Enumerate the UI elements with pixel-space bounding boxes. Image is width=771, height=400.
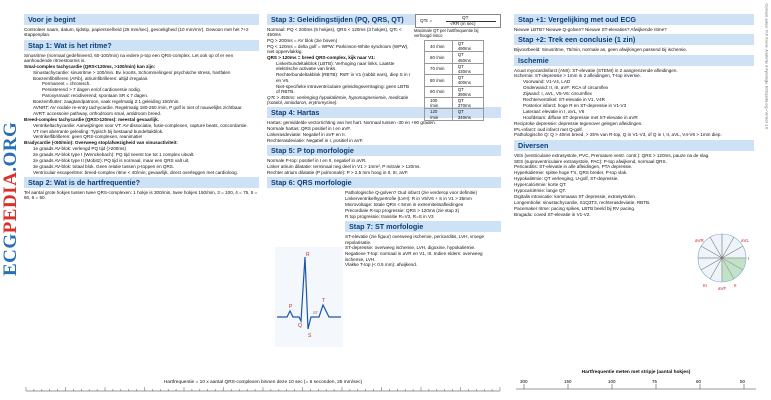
qt-table-title: Maximale QT per hartfrequentie bij verhoogd risico: [414, 28, 479, 38]
stap1-line: Breed-complex tachycardie (QRS>120ms): meestal gevaarlijk.: [24, 116, 159, 122]
table-cell: 100 /min: [425, 98, 453, 109]
diversen-line: Hypocalciëmie: lange QT.: [514, 188, 567, 194]
text-voor-je-begint: Controleer naam, datum, tijdstip, papiersnelheid (25 mm/sec), gevoeligheid (10 mm/mV). Gewoon met het 7+2 stappenplan.: [24, 27, 249, 38]
footer-text: Hartfrequentie = 10 x aantal QRS-complexen binnen deze 10 sec (= 6 seconden, 25 mm/sec): [163, 380, 363, 385]
stap6-list: [267, 190, 501, 219]
table-cell: QT 370ms: [452, 98, 483, 109]
strip-tick-label: 75: [652, 379, 658, 384]
stap3-line: QRS > 120ms = breed QRS-complex, kijk naar V1:: [267, 55, 376, 61]
stap1-list: [24, 53, 259, 176]
ischemie-line: Posterior infarct: hoge R en ST-depressie in V1-V3: [523, 102, 627, 108]
ischemie-line: Reciproke depressie: depressie tegenover gelegen afleidingen.: [514, 120, 643, 126]
stap6-line: Precordiale R-top progressie: QRS > 120ms (zie stap 3): [345, 208, 459, 214]
stap3-line: Rechterbundeltakblok (RBTB): RsR' in V1 (rabbit ears), diep S in I en V6.: [276, 72, 411, 83]
table-cell: 120 /min: [425, 109, 453, 120]
diversen-line: Pericarditis: ST-elevatie in alle afleidingen, PTA depressie.: [514, 164, 633, 170]
ischemie-line: Zijwand: I, aVL, V5-V6: circumflex: [523, 91, 592, 97]
stap5-line: Linker atrium dilatatie: terminaal neg deel in V1 > 1mm², P mitrale > 120ms.: [267, 164, 421, 170]
stap1-line: Smal-complex tachycardie (QRS<120ms, >100/min) kan zijn:: [24, 63, 156, 69]
table-cell: QT 490ms: [452, 41, 483, 52]
ischemie-line: Hoofdstam: diffuse ST depressie met ST-elevatie in aVR: [523, 114, 638, 120]
diversen-line: Digitalis intoxicatie: kommaaan ST depressie, extrasystolen.: [514, 193, 637, 199]
heading-stap-2: Stap 2: Wat is de hartfrequentie?: [24, 177, 259, 188]
diversen-line: Hyperkaliëmie: spitse hoge T's, QRS breder, P-top vlak.: [514, 170, 628, 176]
strip-tick-label: 150: [564, 379, 572, 384]
hartas-label-iii: III: [703, 283, 707, 288]
diversen-line: SES (supraventriculaire extrasystole, PAC): P-top afwijkend, normaal QRS.: [514, 158, 667, 164]
strip-tick-label: 50: [740, 379, 746, 384]
footer-ruler: [24, 380, 502, 400]
table-cell: 40 /min: [425, 41, 453, 52]
ecg-label-r: R: [306, 252, 310, 258]
text-stap-plus-1: Nieuwe LBTB? Nieuwe Q-golven? Nieuwe ST-elevaties? Afwijkende ritme?: [514, 27, 667, 32]
stap1-line: 2e graads AV-blok type I (Wenckebach): PQ tijd neemt toe tot 1 complex uitvalt.: [33, 152, 195, 158]
hartas-label-avf: aVF: [718, 286, 727, 291]
stap1-line: Ventrikeltachycardie: Aanwijzingen voor VT: AV-dissociatie, fusie-complexen, capture beats, concordantie.: [33, 122, 248, 128]
qt-table-box: [414, 28, 484, 123]
diversen-line: Hypokaliëmie: QT verlenging, U-golf, ST-depressie.: [514, 176, 619, 182]
ecg-label-p: P: [289, 304, 293, 310]
table-row: [425, 109, 484, 120]
table-row: [425, 63, 484, 74]
hartas-figure: [689, 225, 755, 291]
table-cell: QT 400ms: [452, 75, 483, 86]
table-cell: 70 /min: [425, 63, 453, 74]
stap3-line: Niet-specifieke intraventriculaire geleidingsvertraging: geen LBTB of RBTB.: [276, 83, 410, 94]
ischemie-line: Lateraal: elevatie in I, aVL, V6: [523, 108, 585, 114]
ecg-complex-svg: [275, 247, 343, 347]
qtc-denominator: √RR (in sec): [450, 21, 476, 26]
qt-table: [424, 40, 484, 121]
column-3: [514, 12, 754, 384]
stap3-line: QTc > 450ms: verlenging hypokaliëmie, hypomagnesiemie, medicatie (sotalol, amiodaron, erytromycine).: [267, 94, 409, 106]
ecg-background: [275, 247, 343, 347]
heading-stap-plus-2: Stap +2: Trek een conclusie (1 zin): [514, 34, 754, 45]
stap7-line: ST-elevatie (zie figuur) overweeg ischemie, pericarditis, LVH, vroege repolarisatie.: [345, 234, 485, 245]
hartas-label-ii: II: [734, 283, 737, 288]
stap7-line: Vlakke T-top (< 0.5 mm): afwijkend.: [345, 262, 418, 268]
table-row: [425, 52, 484, 63]
footer-ruler-svg: [24, 387, 502, 399]
stap1-line: 3e graads AV-blok: totaal blok. Geen relatie tussen p-toppen en QRS.: [33, 163, 175, 169]
strip-tick-label: 300: [520, 379, 528, 384]
stap1-line: Ventrikelfibrilleren: geen QRS-complexen, reanimatie!: [33, 134, 143, 140]
stap3-list: [267, 27, 412, 105]
ischemie-line: Voorwand: V1-V4, LAD: [523, 79, 571, 85]
hartas-svg: [689, 225, 755, 291]
hartas-label-i: I: [748, 256, 750, 261]
stap1-line: Ventriculair escaperitme: breed-complex ritme < 40/min; gevaarlijk, direct overleggen met cardioloog.: [33, 169, 238, 175]
hartas-label-avr: aVR: [695, 238, 704, 243]
stap3-line: Linkerbundeltakblok (LBTB): Verhoging naar links. Laatste elektrische activatie van links.: [276, 61, 395, 72]
footer-strip-text: Hartfrequentie meten met stripje (aantal hokjes): [581, 370, 691, 375]
hartas-label-avl: aVL: [741, 238, 750, 243]
ecg-label-q: Q: [298, 323, 302, 329]
table-cell: QT 430ms: [452, 63, 483, 74]
stap1-line: Boezemflutter: zaagtandpatroon, vaak regelmatig 2:1 geleiding 150/min.: [33, 99, 180, 105]
stap4-line: Rechterasdeviatie: Negatief in I, positief in aVF.: [267, 137, 364, 143]
qtc-numerator: QT: [462, 15, 469, 20]
stap7-line: ST-depressie: overweeg ischemie, LVH, digoxine, hypokaliëmie.: [345, 245, 476, 251]
stap1-line: 2e graads AV-blok type II (Mobitz): PQ tijd is normaal, maar een QRS valt uit.: [33, 158, 190, 164]
ischemie-line: Rechterventrikel: ST-elevatie in V1, V4R: [523, 97, 605, 103]
ecgpedia-logo-text: [0, 100, 20, 276]
ecg-label-s: S: [308, 333, 312, 339]
qtc-formula: [415, 14, 501, 28]
table-row: [425, 98, 484, 109]
qtc-lhs: QTc =: [420, 18, 433, 23]
stap6-line: Microvoltage: totale QRS < 5mm in extremiteitsafleidingen: [345, 202, 464, 208]
stap1-line: Persisterend > 7 dagen en/of cardioversie nodig.: [42, 87, 141, 93]
stap1-line: Sinusritme (normaal gedefinieerd, 60-100/min) na iedere p-top een QRS-complex. Let ook op of er een aanhoudende ritmestoornis is.: [24, 52, 234, 63]
footer-strip-svg: [514, 377, 758, 393]
stap7-line: Negatieve T-top: normaal in aVR en V1, III. Indien elders: overweeg ischemie, LVH.: [345, 251, 483, 262]
heading-diversen: Diversen: [514, 140, 754, 151]
stap3-line: PQ < 120ms = delta golf = WPW: Parkinson-White syndroom (WPW), niet oppervlakkig.: [267, 44, 409, 55]
heading-stap-4: Stap 4: Hartas: [267, 107, 501, 118]
strip-tick-label: 60: [696, 379, 702, 384]
table-cell: QT 340ms: [452, 109, 483, 120]
column-1: [24, 12, 259, 374]
ecg-label-t: T: [322, 298, 326, 304]
table-cell: 90 /min: [425, 86, 453, 97]
ecgpedia-logo: [0, 0, 22, 400]
heading-stap-3: Stap 3: Geleidingstijden (PQ, QRS, QT): [267, 14, 415, 25]
stap1-line: Bradycardie (<60/min): Overweeg stop/afwezigheid van sinusactiviteit:: [24, 140, 178, 146]
stap1-line: Sinustachycardie: sinusritme > 100/min. Bv. koorts, Schommelingen/ psychische stress, hartfalen: [33, 69, 231, 75]
ischemie-line: IPL-infarct: oud infarct met Q-golf.: [514, 126, 583, 132]
hartas-normal-sector: [722, 258, 746, 282]
heading-stap-7: Stap 7: ST morfologie: [345, 221, 501, 232]
ischemie-line: Pathologische Q: Q > 40ms breed, > 25% van R-top, Q in V1-V3, of Q in I, II, aVL, V4-V6 > 1mm diep.: [514, 132, 722, 138]
ecg-label-st: ST: [313, 310, 319, 315]
table-row: [425, 75, 484, 86]
footer-strip: [514, 370, 758, 394]
ischemie-line: Onderwand: II, III, aVF: RCA of circumflex: [523, 85, 609, 91]
stap4-line: Normale hartas: QRS positief in I en aVF.: [267, 126, 351, 132]
stap1-line: AVRT: accessoire pathway, orthodroom smal, antidroom breed.: [33, 110, 162, 116]
heading-voor-je-begint: Voor je begint: [24, 14, 259, 25]
heading-stap-6: Stap 6: QRS morfologie: [267, 177, 501, 188]
table-cell: QT 450ms: [452, 52, 483, 63]
stap5-line: Rechter atrium dilatatie (P pulmonale): P > 2.5 mm hoog in II, III, aVF.: [267, 170, 409, 176]
stap3-line: Normaal: PQ < 200ms (5 hokjes), QRS < 120ms (3 hokjes), QTc < 450ms: [267, 27, 402, 38]
diversen-narrow-list: [514, 164, 684, 216]
stap1-line: 1e graads AV-blok: verlengd PQ tijd (>200ms): [33, 146, 126, 152]
logo-org: .ORG: [0, 121, 21, 172]
stap6-line: Linkerventrikelhypertrofie (LVH): R in V5/V6 + S in V1 > 35mm: [345, 196, 472, 202]
diversen-line: Pacemaker ritme: pacing spikes, LBTB beeld bij RV pacing.: [514, 205, 636, 211]
credit-line: [764, 3, 770, 391]
footer-ruler-ticks: [26, 387, 500, 391]
stap1-line: VT met aberrante geleiding: Typisch bij bestaand bundeltakblok.: [33, 128, 164, 134]
logo-pedia: PEDIA: [0, 171, 21, 234]
stap1-line: Paroxysmaal: recidiverend; spontaan SR ≤ 7 dagen.: [42, 93, 149, 99]
stap1-line: Boezemfibrilleren (AFib), atriumfibrilleren: altijd irregulair.: [33, 75, 149, 81]
diversen-line: VES (ventriculaire extrasystole, PVC, Premature ventr. contr.): QRS > 120ms, pauze na de slag.: [514, 152, 710, 158]
text-stap-plus-2: Bijvoorbeeld: Sinusritme, 75/min, normale as, geen afwijkingen passend bij ischemie.: [514, 47, 688, 53]
footer-strip-ticks: [520, 379, 746, 389]
stap4-line: Linkerasdeviatie: Negatief in aVF en II.: [267, 132, 346, 138]
ischemie-line: Ischemie: ST-depressie > 1mm in 2 afleidingen, T-top inversie.: [514, 73, 641, 79]
text-stap-2: Tel aantal grote hokjes tussen twee QRS-complexen: 1 hokje is 300/min, twee hokjes 150/min, 3 = 100, 4 = 75, 5 = 60, 6 = 50.: [24, 190, 258, 201]
diversen-line: Hypercalciëmie: korte QT.: [514, 182, 567, 188]
strip-tick-label: 100: [608, 379, 616, 384]
stap6-line: Pathologische Q-golven? Oud infarct (zie verderop voor definitie): [345, 190, 478, 196]
ischemie-line: Acuut myocardinfarct (AMI): ST-elevatie (STEMI) in 2 aangrenzende afleidingen.: [514, 67, 678, 73]
ecg-complex-illustration: [275, 247, 343, 347]
stap5-line: Normale P-top: positief in I en II, negatief in aVR.: [267, 158, 367, 164]
stap3-line: PQ > 200ms = AV blok (zie boven): [267, 38, 338, 44]
heading-stap-plus-1: Stap +1: Vergelijking met oud ECG: [514, 14, 754, 25]
stap4-line: Hartas: gemiddelde vectorrichting van het hart. Normaal tussen -30 en +90 graden.: [267, 120, 436, 126]
stap1-line: Permanent = chronisch.: [42, 81, 91, 87]
table-cell: QT 390ms: [452, 86, 483, 97]
table-row: [425, 86, 484, 97]
table-row: [425, 41, 484, 52]
credit-text: Concept, auteur: R.F. Koene, Anatomie & Fysiologie, ECGpedia.org • Version 1.0: [764, 3, 769, 130]
stap1-line: AVNRT: AV nodale re-entry tachycardie. Regelmatig 180-250 /min, P golf is niet of nauwelijks zichtbaar.: [33, 105, 243, 111]
logo-ecg: ECG: [0, 233, 21, 276]
diversen-line: Longembolie: sinustachycardie, S1Q3T3, rechterasdeviatie, RBTB.: [514, 199, 651, 205]
diversen-line: Brugada: coved ST-elevatie in V1-V2.: [514, 211, 591, 217]
table-cell: 80 /min: [425, 75, 453, 86]
heading-stap-5: Stap 5: P top morfologie: [267, 145, 501, 156]
heading-stap-1: Stap 1: Wat is het ritme?: [24, 40, 259, 51]
table-cell: 60 /min: [425, 52, 453, 63]
heading-ischemie: Ischemie: [514, 55, 754, 66]
stap6-line: R top progressie: transitie R=V3, R=S in V3: [345, 213, 434, 219]
